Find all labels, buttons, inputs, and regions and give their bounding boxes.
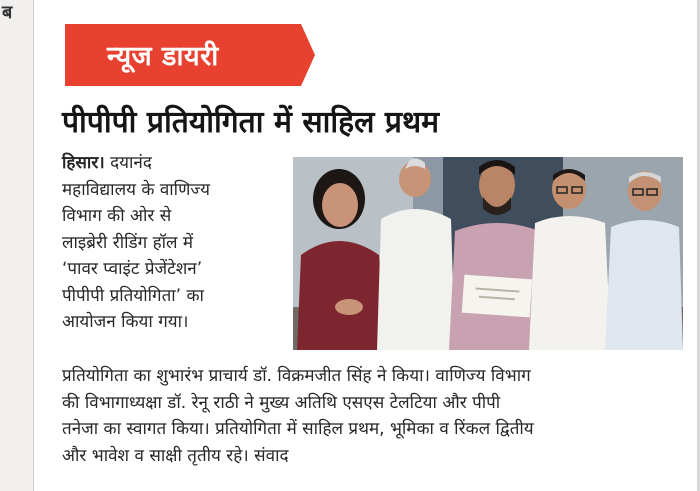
adjacent-column-fragment: ब [2,2,13,23]
article-intro-column [62,150,287,336]
intro-line [62,150,287,177]
intro-line: महाविद्यालय के वाणिज्य [62,179,210,200]
section-banner-label: न्यूज डायरी [107,41,219,72]
adjacent-column-strip [0,0,34,491]
body-line: और भावेश व साक्षी तृतीय रहे। संवाद [62,445,289,466]
article-dateline: हिसार। [62,153,105,173]
body-line: तनेजा का स्वागत किया। प्रतियोगिता में साहिल प्रथम, भूमिका व रिंकल द्वितीय [62,419,534,439]
group-photo-icon [293,157,683,350]
intro-line: पीपीपी प्रतियोगिता’ का [62,285,204,306]
intro-line: विभाग की ओर से [62,206,172,226]
intro-line: लाइब्रेरी रीडिंग हॉल में [62,232,194,253]
article-headline: पीपीपी प्रतियोगिता में साहिल प्रथम [62,105,440,140]
article-photo [293,157,683,350]
body-line: की विभागाध्यक्षा डॉ. रेनू राठी ने मुख्य अतिथि एसएस टेलटिया और पीपी [62,392,501,413]
intro-line: आयोजन किया गया। [62,312,189,332]
section-banner [65,24,315,86]
intro-line-text: दयानंद [110,153,152,173]
article-body [62,363,690,469]
body-line: प्रतियोगिता का शुभारंभ प्राचार्य डॉ. विक्रमजीत सिंह ने किया। वाणिज्य विभाग [62,366,531,386]
intro-line: ‘पावर प्वाइंट प्रेजेंटेशन’ [62,259,203,279]
